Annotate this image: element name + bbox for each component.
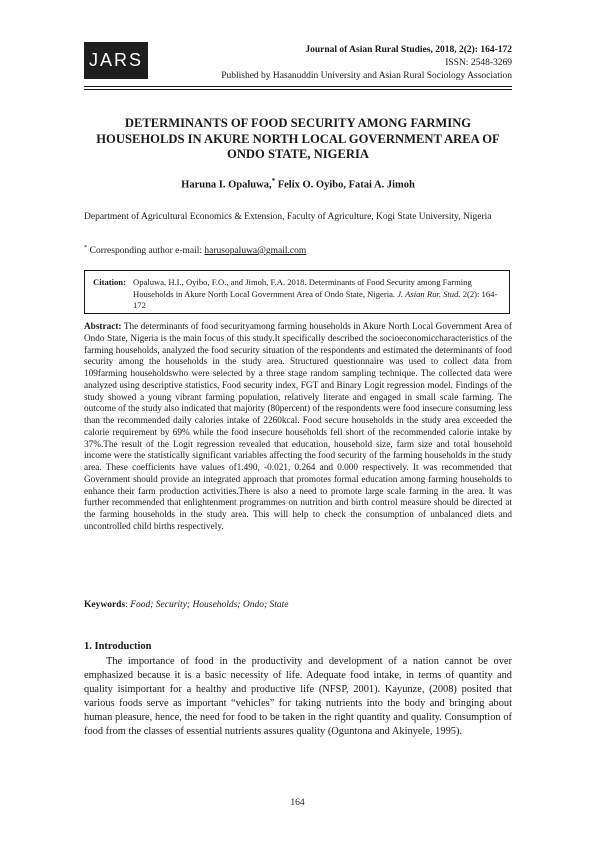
corresponding-footnote-mark: * — [84, 244, 88, 251]
introduction-paragraph: The importance of food in the productivity and development of a nation cannot be over emphasized because it is a basic necessity of life. Adequate food intake, in terms of quantity and quality isimportant for a healthy and productive life (NFSP, 2001). Kayunze, (2008) posited that various foods serve as important “vehicles” for taking nutrients into the body and bringing about human pleasure, hence, the need for food to be taken in the right quantity and quality. Consumption of food from the classes of essential nutrients assures quality (Oguntona and Akinyele, 1995). — [84, 656, 512, 738]
citation-body: Opaluwa, H.I., Oyibo, F.O., and Jimoh, F.A. 2018. Determinants of Food Security among Farming Households in Akure North Local Government Area of Ondo State, Nigeria. — [133, 277, 472, 299]
journal-publisher: Published by Hasanuddin University and Asian Rural Sociology Association — [221, 71, 512, 81]
paper-authors — [84, 177, 512, 191]
corresponding-mark: * — [271, 177, 276, 185]
corresponding-label: Corresponding author e-mail: — [87, 246, 205, 257]
keywords-text: Food; Security; Households; Ondo; State — [130, 600, 289, 610]
paper-title: DETERMINANTS OF FOOD SECURITY AMONG FARMING HOUSEHOLDS IN AKURE NORTH LOCAL GOVERNMENT AREA OF ONDO STATE, NIGERIA — [96, 116, 500, 161]
abstract — [84, 322, 512, 534]
journal-issn: ISSN: 2548-3269 — [445, 58, 512, 68]
abstract-text: The determinants of food securityamong farming households in Akure North Local Government Area of Ondo State, Nigeria is the main focus of this study.It specifically described the socioeconomiccharacteristics of the farming households, analyzed the food security situation of the respondents and estimated the determinants of food security among the households in the study area. Structured questionnaire was used to collect data from 109farming householdswho were selected by a three stage random sampling technique. The collected data were analyzed using descriptive statistics, Food security index, FGT and Binary Logit regression model. Findings of the study showed a young vibrant farming population, relatively literate and engaged in small scale farming. The outcome of the study also indicated that majority (80percent) of the respondents were food insecure consuming less than the recommended daily calories intake of 2260kcal. Food secure households in the study area exceeded the calorie requirement by 69% while the food insecure households fell short of the recommended calorie intake by 37%.The result of the Logit regression revealed that education, household size, farm size and total household income were the statistically significant variables affecting the food security of the farming households in the study area. These coefficients have values of1.490, -0.021, 0.264 and 0.000 respectively. It was recommended that Government should provide an integrated approach that promotes formal education among farming households to enhance their farm production activities.There is also a need to promote large scale farming in the area. It was further recommended that enlightenment programmes on nutrition and birth control measure should be directed at the farming households in the study area. This will help to check the consumption of unbalanced diets and uncontrolled child births respectively. — [84, 322, 512, 532]
logo-text: JARS — [88, 50, 143, 70]
header-rule — [84, 86, 512, 87]
abstract-label: Abstract: — [84, 322, 122, 332]
header-rule-secondary — [84, 89, 512, 90]
page-number: 164 — [290, 798, 305, 808]
author-primary: Haruna I. Opaluwa, — [181, 179, 272, 191]
corresponding-email-link[interactable]: harusopaluwa@gmail.com — [204, 246, 307, 257]
journal-logo — [84, 42, 148, 79]
section-heading-introduction: 1. Introduction — [84, 641, 152, 652]
citation-journal: J. Asian Rur. Stud. — [397, 288, 461, 299]
keywords — [84, 600, 512, 610]
keywords-separator: : — [125, 600, 131, 610]
journal-citation-line: Journal of Asian Rural Studies, 2018, 2(2): 164-172 — [305, 45, 512, 55]
citation-volume: 2(2): 164-172 — [133, 288, 498, 310]
journal-info — [221, 44, 512, 83]
keywords-label: Keywords — [84, 600, 126, 610]
citation-box — [84, 270, 510, 314]
author-others: Felix O. Oyibo, Fatai A. Jimoh — [275, 179, 415, 191]
author-affiliation: Department of Agricultural Economics & Extension, Faculty of Agriculture, Kogi State University, Nigeria — [84, 212, 492, 222]
corresponding-author — [84, 244, 512, 256]
citation-text — [133, 277, 498, 312]
citation-label: Citation: — [93, 277, 126, 287]
